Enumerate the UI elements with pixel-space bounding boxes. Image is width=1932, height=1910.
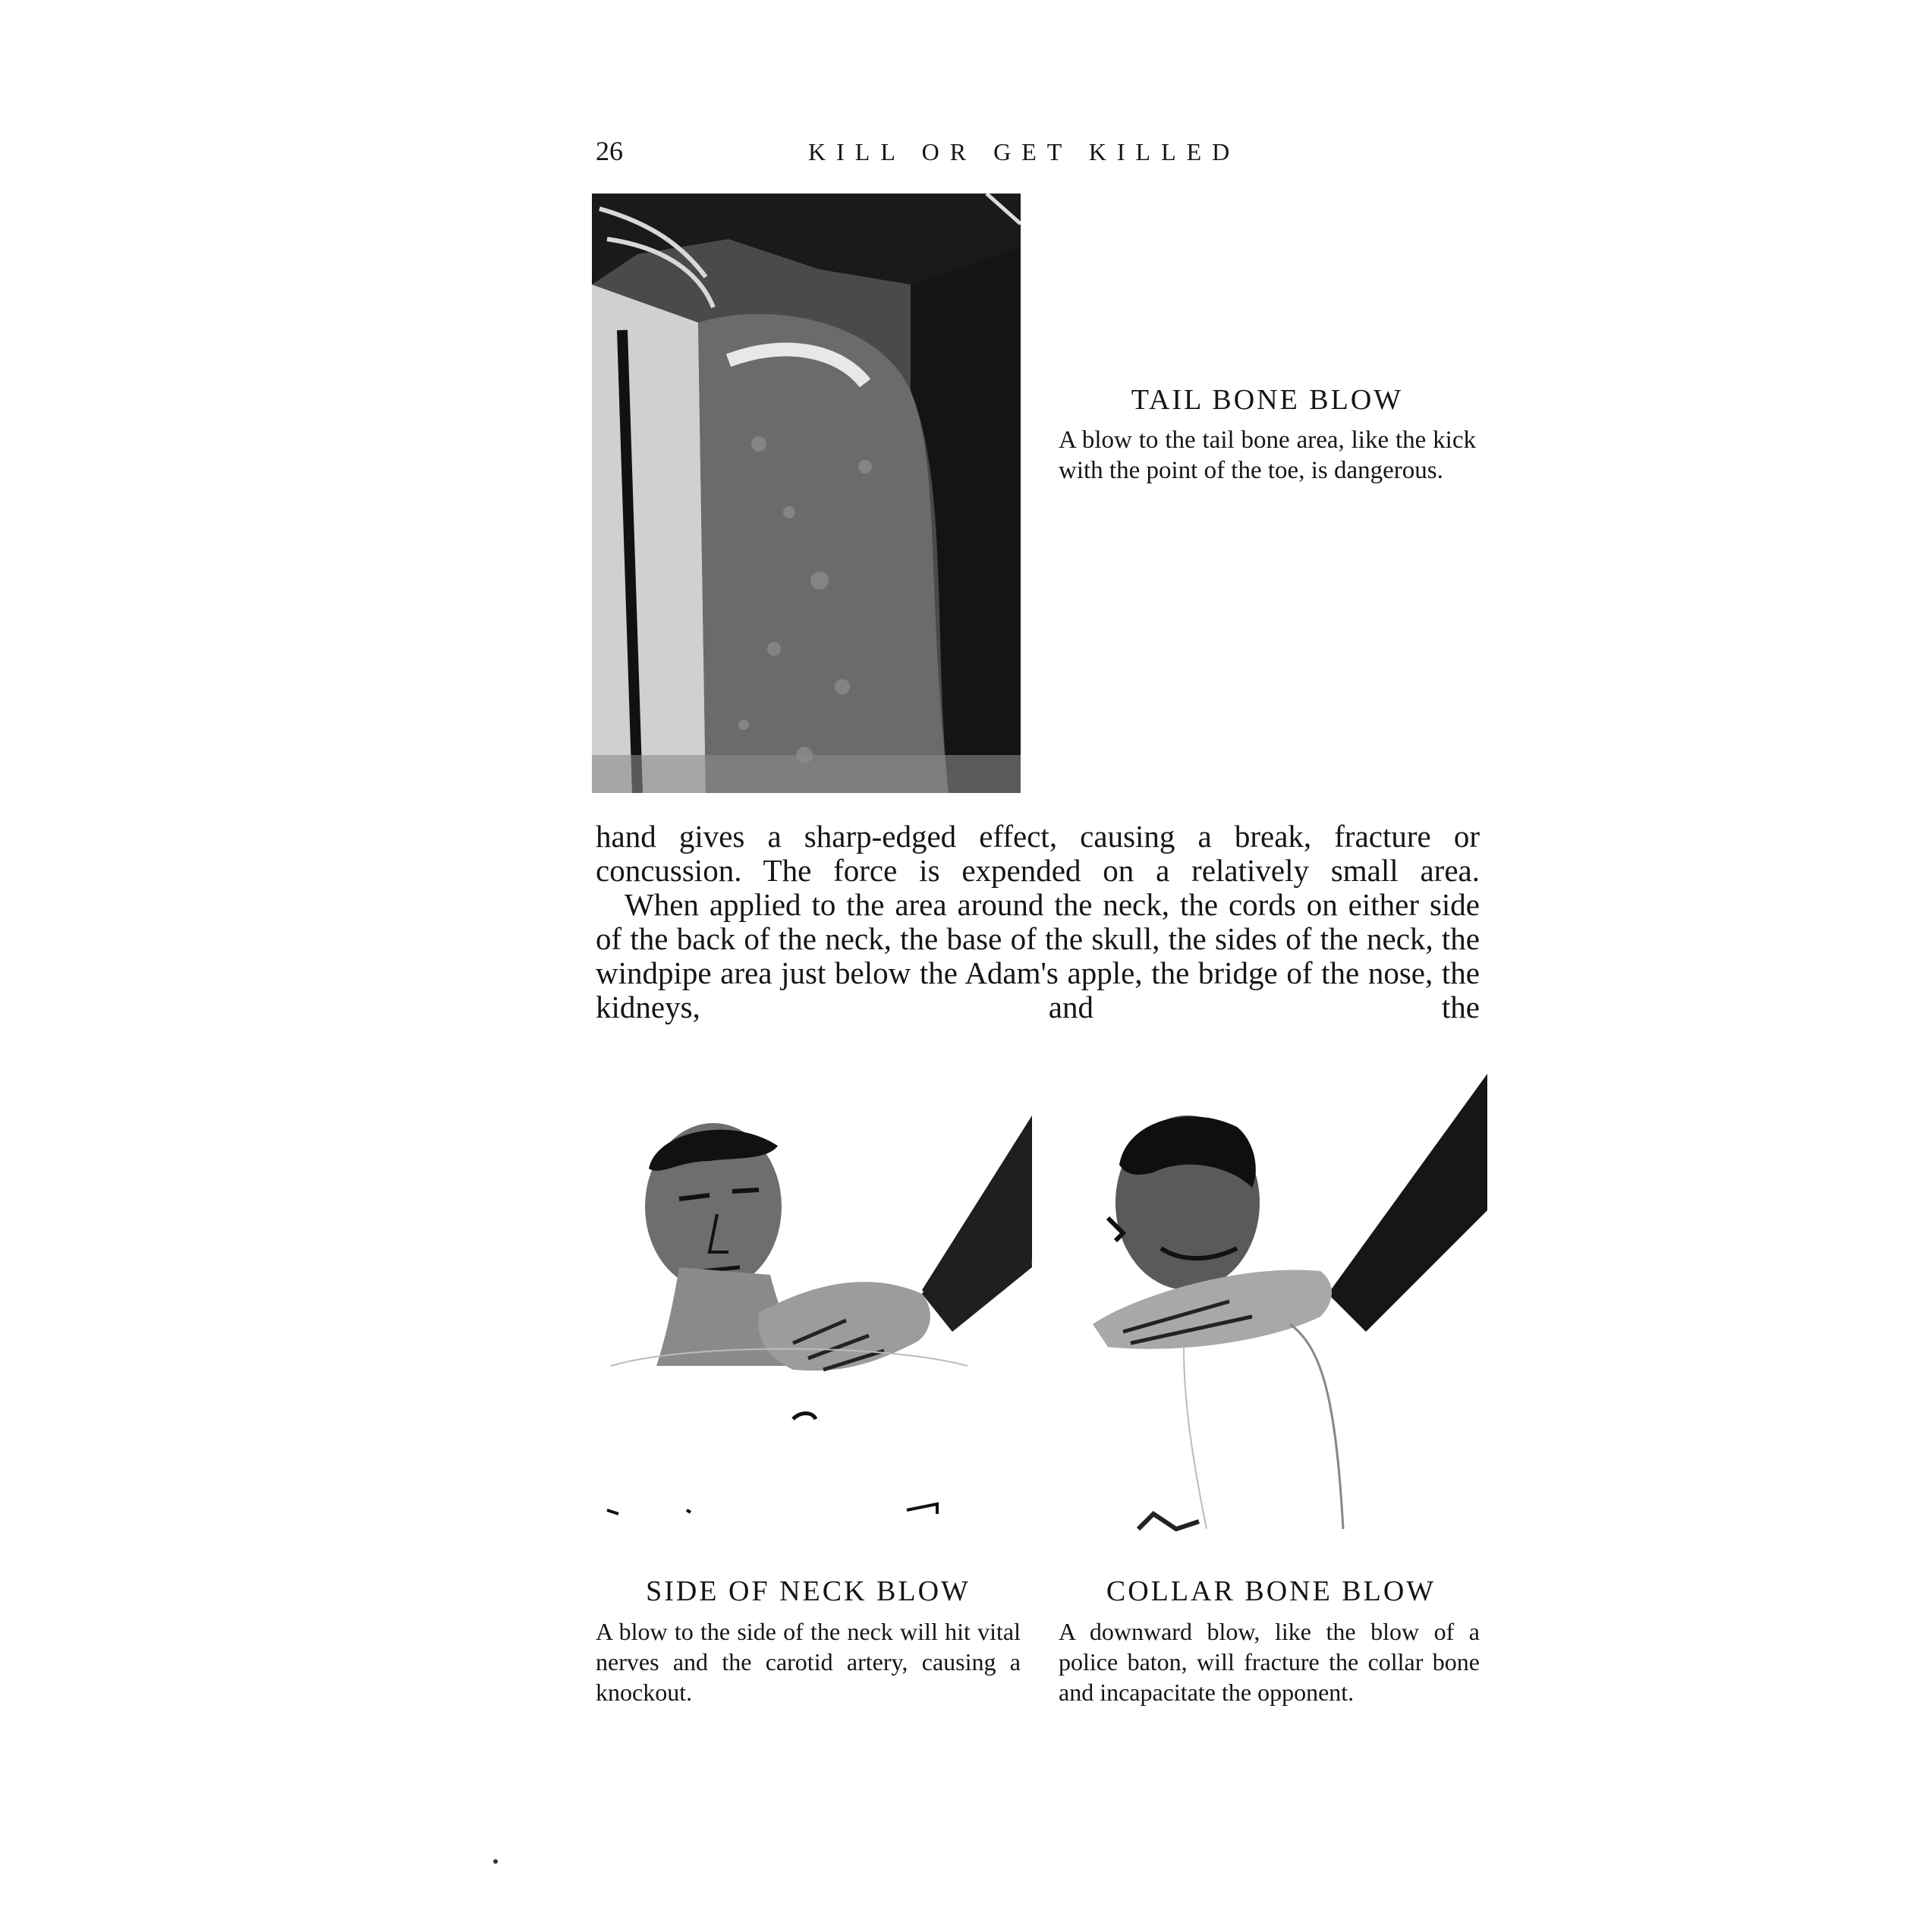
collar-bone-blow-title: COLLAR BONE BLOW [1106,1575,1436,1607]
book-title: KILL OR GET KILLED [808,138,1241,165]
side-of-neck-blow-photo [596,1115,1032,1540]
body-paragraph-2: When applied to the area around the neck, the cords on either side of the back of the neck, the base of the skull, the sides of the neck, the windpipe area just below the Adam's apple, the bridge of the nose, the kidneys, and the [596,887,1480,1024]
running-head [596,135,1480,173]
stray-mark [493,1859,498,1864]
collar-bone-blow-caption: A downward blow, like the blow of a police baton, will fracture the collar bone and incapacitate the opponent. [1059,1618,1480,1706]
side-of-neck-blow-caption: A blow to the side of the neck will hit vital nerves and the carotid artery, causing a knockout. [596,1618,1021,1706]
side-of-neck-blow-title: SIDE OF NECK BLOW [646,1575,971,1607]
page-number: 26 [596,136,623,166]
body-line-2: concussion. The force is expended on a relatively small area. [596,853,1480,888]
tail-bone-blow-photo [592,194,1021,793]
tail-bone-blow-caption: A blow to the tail bone area, like the kick with the point of the toe, is dangerous. [1059,426,1476,484]
collar-bone-blow-photo [1062,1074,1487,1537]
body-text [596,820,1480,1024]
tail-bone-blow-title: TAIL BONE BLOW [1131,384,1404,416]
body-line-1: hand gives a sharp-edged effect, causing a break, fracture or [596,819,1480,854]
